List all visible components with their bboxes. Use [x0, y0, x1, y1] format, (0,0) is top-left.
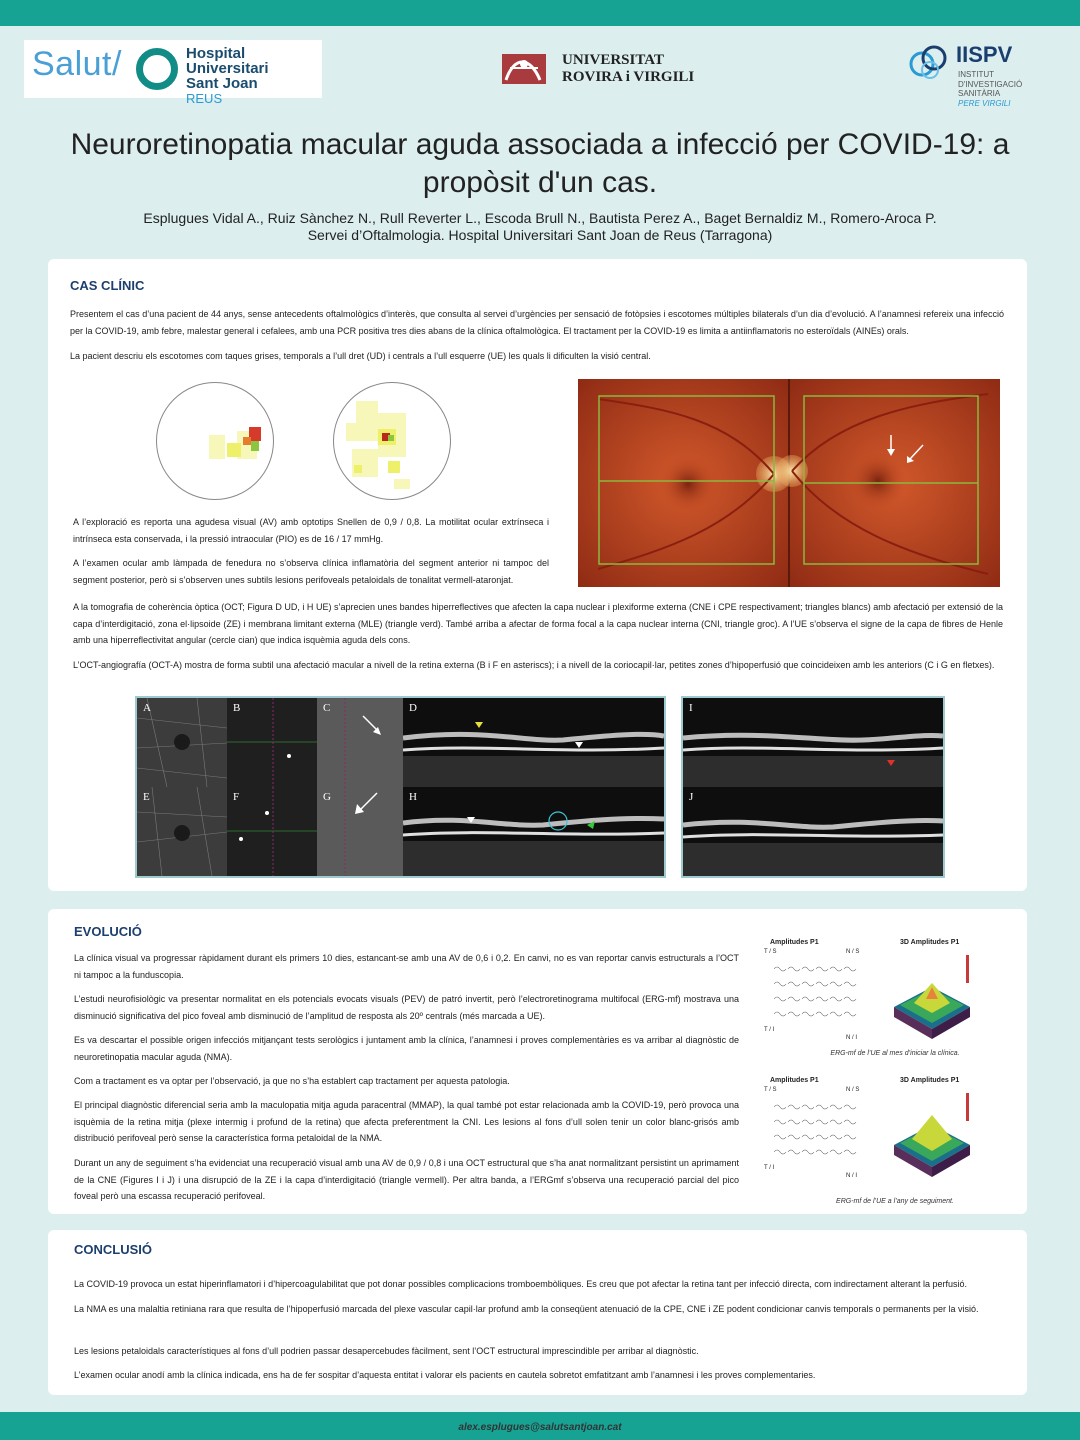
oct-label-d: D	[409, 702, 417, 714]
conclusio-section	[48, 1230, 1027, 1395]
iispv-logo	[908, 40, 1058, 110]
poster-title: Neuroretinopatia macular aguda associada a infecció per COVID-19: a propòsit d'un cas.	[70, 128, 1010, 199]
section-heading-evolucio: EVOLUCIÓ	[74, 924, 142, 939]
oct-panel-a	[137, 698, 227, 787]
evolucio-paragraph-4: Com a tractament es va optar per l’observació, ja que no s’ha establert cap tractament per aquesta patologia.	[74, 1076, 510, 1086]
urv-emblem-icon	[500, 50, 548, 88]
evolucio-section	[48, 909, 1027, 1214]
evolucio-paragraph-2: L’estudi neurofisiològic va presentar normalitat en els potencials evocats visuals (PEV) de patró invertit, però l’electroretinograma multifocal (ERG-mf) mostrava una disminució significativa del pico foveal amb disminució de l’amplitud de resposta als 20º centrals (més marcada a UE).	[74, 994, 739, 1021]
contact-email[interactable]: alex.esplugues@salutsantjoan.cat	[458, 1422, 622, 1433]
oct-panel-d	[403, 698, 664, 787]
oct-panel-i	[683, 698, 943, 787]
cas-clinic-paragraph-5: A la tomografia de coherència òptica (OCT; Figura D UD, i H UE) s’aprecien unes bandes hiperreflectives que afecten la capa nuclear i plexiforme externa (CNE i CPE respectivament; triangles blancs) amb afectació per extensió de la capa d’interdigitació, zona el·lipsoide (ZE) i membrana limitant externa (MLE) (triangle verd). També arriba a afectar de forma focal a la capa nuclear interna (CNI, triangle groc). A l’UE s’observa el signe de la capa de fibres de Henle amb una hiperreflectivitat angular (cercle cian) que indica isquèmia aguda dels cons.	[73, 602, 1003, 645]
authors-block	[40, 210, 1040, 244]
conclusio-paragraph-4: L’examen ocular anodí amb la clínica indicada, ens ha de fer sospitar d’aquesta entitat i valorar els pacients en cautela sobretot emfatitzant amb l’anamnesi i les proves complementaries.	[74, 1370, 816, 1380]
erg-quadrant-ni-2: N / I	[846, 1173, 858, 1179]
oct-label-j: J	[689, 791, 694, 803]
oct-label-h: H	[409, 791, 417, 803]
iispv-subtitle: INSTITUT D'INVESTIGACIÓ SANITÀRIA PERE VIRGILI	[958, 70, 1023, 108]
oct-panel-e	[137, 787, 227, 876]
urv-logo	[500, 48, 700, 94]
conclusio-paragraph-1: La COVID-19 provoca un estat hiperinflamatori i d’hipercoagulabilitat que pot donar possibles complicacions tromboembòliques. Es creu que pot afectar la retina tant per infecció directa, com indirectament alterant la perfusió.	[74, 1279, 967, 1289]
authors: Esplugues Vidal A., Ruiz Sànchez N., Rull Reverter L., Escoda Brull N., Bautista Perez A., Baget Bernaldiz M., Romero-Aroca P.	[143, 210, 937, 226]
iispv-name: IISPV	[956, 42, 1013, 67]
fundus-image	[578, 379, 1000, 587]
oct-label-b: B	[233, 702, 241, 714]
evolucio-paragraph-6: Durant un any de seguiment s’ha evidenciat una recuperació visual amb una AV de 0,9 / 0,8 i una OCT estructural que s’ha anat normalitzant persistint un aprimament de la CNE (Figures I i J) i una disrupció de la ZE i la capa d’interdigitació (triangle vermell). Per altra banda, a l’ERGmf s’observa una recuperació parcial del pico foveal però una escassa recuperació perifoveal.	[74, 1158, 739, 1201]
cas-clinic-paragraph-4: A l’examen ocular amb làmpada de fenedura no s’observa clínica inflamatòria del segment anterior ni tampoc del segment posterior, però si s’observen unes subtils lesions perifoveals petaloidals de tonalitat vermell-ataronjat.	[73, 558, 549, 585]
fundus-photographs	[578, 379, 1000, 587]
oct-label-f: F	[233, 791, 240, 803]
oct-follow-up-figure	[681, 696, 945, 878]
erg-trace-array-2	[774, 1097, 864, 1167]
erg-quadrant-ni: N / I	[846, 1035, 858, 1041]
oct-label-i: I	[689, 702, 693, 714]
oct-panel-f	[227, 787, 317, 876]
erg-title-amplitudes: Amplitudes P1	[770, 939, 819, 946]
hospital-logo-text: Hospital Universitari Sant Joan REUS	[186, 45, 269, 106]
erg-3d-plot-2	[888, 1091, 974, 1181]
oct-label-g: G	[323, 791, 331, 803]
erg-quadrant-ti: T / I	[764, 1027, 775, 1033]
cas-clinic-paragraph-6: L’OCT-angiografía (OCT-A) mostra de forma subtil una afectació macular a nivell de la retina externa (B i F en asteriscs); i a nivell de la coriocapil·lar, petites zones d’hipoperfusió que coincideixen amb les anteriors (C i G en fletxes).	[73, 660, 995, 670]
evolucio-paragraph-5: El principal diagnòstic diferencial seria amb la maculopatia mitja aguda paracentral (MMAP), la qual també pot estar relacionada amb la COVID-19, però provoca una isquèmia de la retina mitja (plexe intermig i profund de la retina) que afecta preferentment la CNI. Les lesions al fons d’ull solen tenir un color blanc-grisós amb distribució perifoveal però sense la característica forma petaloidal de la NMA.	[74, 1100, 739, 1143]
conclusio-paragraph-2: La NMA es una malaltia retiniana rara que resulta de l’hipoperfusió marcada del plexe vascular capil·lar profund amb la conseqüent atenuació de la CPE, CNE i ZE podent condicionar canvis temporals o permanents per la visió.	[74, 1304, 979, 1314]
hospital-logo	[24, 40, 322, 106]
erg-title-amplitudes-2: Amplitudes P1	[770, 1077, 819, 1084]
evolucio-paragraph-1: La clínica visual va progressar ràpidament durant els primers 10 dies, estancant-se amb una AV de 0,6 i 0,2. En canvi, no es van reportar canvis estructurals a l’OCT ni tampoc a la funduscopia.	[74, 953, 739, 980]
urv-logo-text: UNIVERSITAT ROVIRA i VIRGILI	[562, 52, 695, 85]
salut-logo-text: Salut/	[32, 45, 122, 83]
oct-panel-b	[227, 698, 317, 787]
top-bar	[0, 0, 1080, 26]
section-heading-conclusio: CONCLUSIÓ	[74, 1242, 152, 1257]
erg-caption-1: ERG-mf de l’UE al mes d’iniciar la clínica.	[830, 1050, 960, 1057]
conclusio-paragraph-3: Les lesions petaloidals característiques al fons d’ull podrien passar desapercebudes fàcilment, sent l’OCT estructural imprescindible per arribar al diagnòstic.	[74, 1346, 699, 1356]
affiliation: Servei d’Oftalmologia. Hospital Universitari Sant Joan de Reus (Tarragona)	[307, 227, 773, 243]
erg-title-3d-2: 3D Amplitudes P1	[900, 1077, 960, 1084]
cas-clinic-paragraph-1: Presentem el cas d’una pacient de 44 anys, sense antecedents oftalmològics d’interès, que consulta al servei d’urgències per sensació de fotòpsies i escotomes múltiples bilaterals d’un dia d’evolució. A l’anamnesi refereix una infecció per la COVID-19, amb febre, malestar general i cefalees, amb una PCR positiva tres dies abans de la clínica oftalmològica. El tractament per la COVID-19 es limita a antiinflamatoris no esteroïdals (AINEs) orals.	[70, 309, 1004, 336]
erg-quadrant-ns: N / S	[846, 949, 860, 955]
oct-label-a: A	[143, 702, 151, 714]
section-heading-cas-clinic: CAS CLÍNIC	[70, 278, 145, 293]
oct-panel-h	[403, 787, 664, 876]
oct-panel-c	[317, 698, 403, 787]
oct-label-e: E	[143, 791, 150, 803]
oct-label-c: C	[323, 702, 331, 714]
visual-field-left-eye	[333, 382, 451, 500]
erg-trace-array	[774, 959, 864, 1029]
oct-angiography-figure	[135, 696, 666, 878]
erg-quadrant-ti-2: T / I	[764, 1165, 775, 1171]
visual-field-right-eye	[156, 382, 274, 500]
evolucio-paragraph-3: Es va descartar el possible origen infecciós mitjançant tests serològics i juntament amb la clínica, l’anamnesi i proves complementàries es va arribar al diagnòstic de neuroretinopatia macular aguda (NMA).	[74, 1035, 739, 1062]
iispv-rings-icon	[908, 42, 954, 82]
hospital-ring-icon	[136, 48, 178, 90]
erg-3d-plot	[888, 953, 974, 1043]
erg-figure-2	[760, 1077, 975, 1205]
erg-quadrant-ts-2: T / S	[764, 1087, 777, 1093]
cas-clinic-paragraph-2: La pacient descriu els escotomes com taques grises, temporals a l’ull dret (UD) i centrals a l’ull esquerre (UE) les quals li dificulten la visió central.	[70, 351, 651, 361]
oct-panel-j	[683, 787, 943, 876]
erg-caption-2: ERG-mf de l’UE a l’any de seguiment.	[836, 1198, 954, 1205]
erg-quadrant-ts: T / S	[764, 949, 777, 955]
oct-panel-g	[317, 787, 403, 876]
erg-title-3d: 3D Amplitudes P1	[900, 939, 960, 946]
cas-clinic-paragraph-3: A l’exploració es reporta una agudesa visual (AV) amb optotips Snellen de 0,9 / 0,8. La motilitat ocular extrínseca i intrínseca esta conservada, i la pressió intraocular (PIO) es de 16 / 17 mmHg.	[73, 517, 549, 544]
erg-figure-1	[760, 939, 975, 1059]
erg-quadrant-ns-2: N / S	[846, 1087, 860, 1093]
